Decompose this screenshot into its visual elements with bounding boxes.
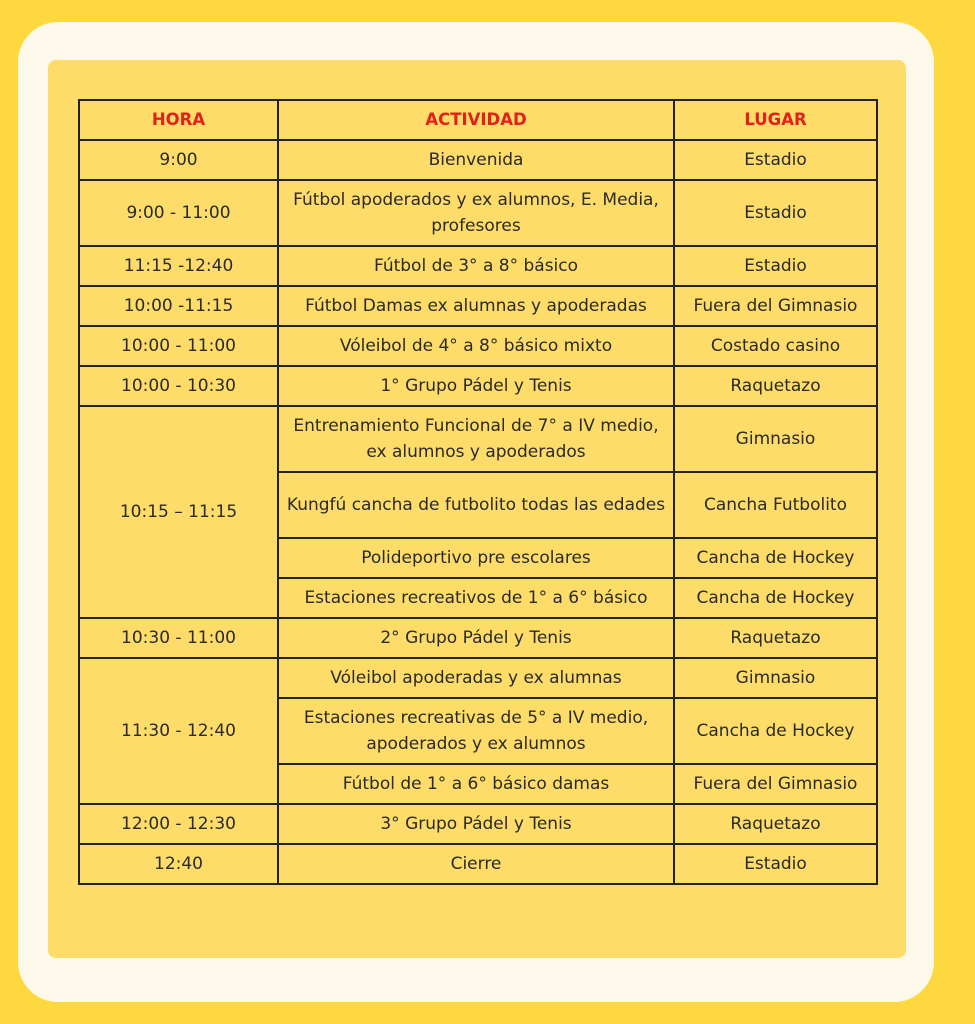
lugar-cell: Cancha Futbolito bbox=[674, 472, 877, 538]
lugar-cell: Raquetazo bbox=[674, 804, 877, 844]
header-lugar: LUGAR bbox=[674, 100, 877, 140]
table-row bbox=[79, 140, 877, 180]
actividad-cell: Fútbol de 3° a 8° básico bbox=[278, 246, 674, 286]
header-row bbox=[79, 100, 877, 140]
actividad-cell: 2° Grupo Pádel y Tenis bbox=[278, 618, 674, 658]
hora-cell: 10:00 - 10:30 bbox=[79, 366, 278, 406]
actividad-cell: 1° Grupo Pádel y Tenis bbox=[278, 366, 674, 406]
table-row bbox=[79, 180, 877, 246]
lugar-cell: Fuera del Gimnasio bbox=[674, 764, 877, 804]
table-row bbox=[79, 618, 877, 658]
actividad-cell: Kungfú cancha de futbolito todas las edades bbox=[278, 472, 674, 538]
actividad-cell: Estaciones recreativos de 1° a 6° básico bbox=[278, 578, 674, 618]
actividad-cell: Vóleibol apoderadas y ex alumnas bbox=[278, 658, 674, 698]
lugar-cell: Fuera del Gimnasio bbox=[674, 286, 877, 326]
actividad-cell: Estaciones recreativas de 5° a IV medio, apoderados y ex alumnos bbox=[278, 698, 674, 764]
hora-cell: 11:15 -12:40 bbox=[79, 246, 278, 286]
actividad-cell: Bienvenida bbox=[278, 140, 674, 180]
lugar-cell: Raquetazo bbox=[674, 618, 877, 658]
lugar-cell: Cancha de Hockey bbox=[674, 578, 877, 618]
hora-cell: 12:40 bbox=[79, 844, 278, 884]
actividad-cell: Polideportivo pre escolares bbox=[278, 538, 674, 578]
header-hora: HORA bbox=[79, 100, 278, 140]
actividad-cell: Vóleibol de 4° a 8° básico mixto bbox=[278, 326, 674, 366]
table-row bbox=[79, 246, 877, 286]
lugar-cell: Estadio bbox=[674, 844, 877, 884]
table-row bbox=[79, 286, 877, 326]
lugar-cell: Raquetazo bbox=[674, 366, 877, 406]
lugar-cell: Estadio bbox=[674, 180, 877, 246]
table-row bbox=[79, 804, 877, 844]
lugar-cell: Gimnasio bbox=[674, 406, 877, 472]
hora-cell: 11:30 - 12:40 bbox=[79, 658, 278, 804]
actividad-cell: Fútbol de 1° a 6° básico damas bbox=[278, 764, 674, 804]
hora-cell: 10:15 – 11:15 bbox=[79, 406, 278, 618]
table-row bbox=[79, 406, 877, 472]
hora-cell: 10:00 -11:15 bbox=[79, 286, 278, 326]
lugar-cell: Gimnasio bbox=[674, 658, 877, 698]
table-row bbox=[79, 844, 877, 884]
schedule-table bbox=[78, 99, 878, 885]
actividad-cell: Fútbol Damas ex alumnas y apoderadas bbox=[278, 286, 674, 326]
table-row bbox=[79, 326, 877, 366]
hora-cell: 9:00 - 11:00 bbox=[79, 180, 278, 246]
hora-cell: 9:00 bbox=[79, 140, 278, 180]
lugar-cell: Estadio bbox=[674, 246, 877, 286]
actividad-cell: Cierre bbox=[278, 844, 674, 884]
header-actividad: ACTIVIDAD bbox=[278, 100, 674, 140]
lugar-cell: Estadio bbox=[674, 140, 877, 180]
actividad-cell: Fútbol apoderados y ex alumnos, E. Media, profesores bbox=[278, 180, 674, 246]
hora-cell: 10:00 - 11:00 bbox=[79, 326, 278, 366]
hora-cell: 10:30 - 11:00 bbox=[79, 618, 278, 658]
table-row bbox=[79, 366, 877, 406]
actividad-cell: Entrenamiento Funcional de 7° a IV medio, ex alumnos y apoderados bbox=[278, 406, 674, 472]
table-row bbox=[79, 658, 877, 698]
lugar-cell: Costado casino bbox=[674, 326, 877, 366]
lugar-cell: Cancha de Hockey bbox=[674, 698, 877, 764]
actividad-cell: 3° Grupo Pádel y Tenis bbox=[278, 804, 674, 844]
hora-cell: 12:00 - 12:30 bbox=[79, 804, 278, 844]
lugar-cell: Cancha de Hockey bbox=[674, 538, 877, 578]
